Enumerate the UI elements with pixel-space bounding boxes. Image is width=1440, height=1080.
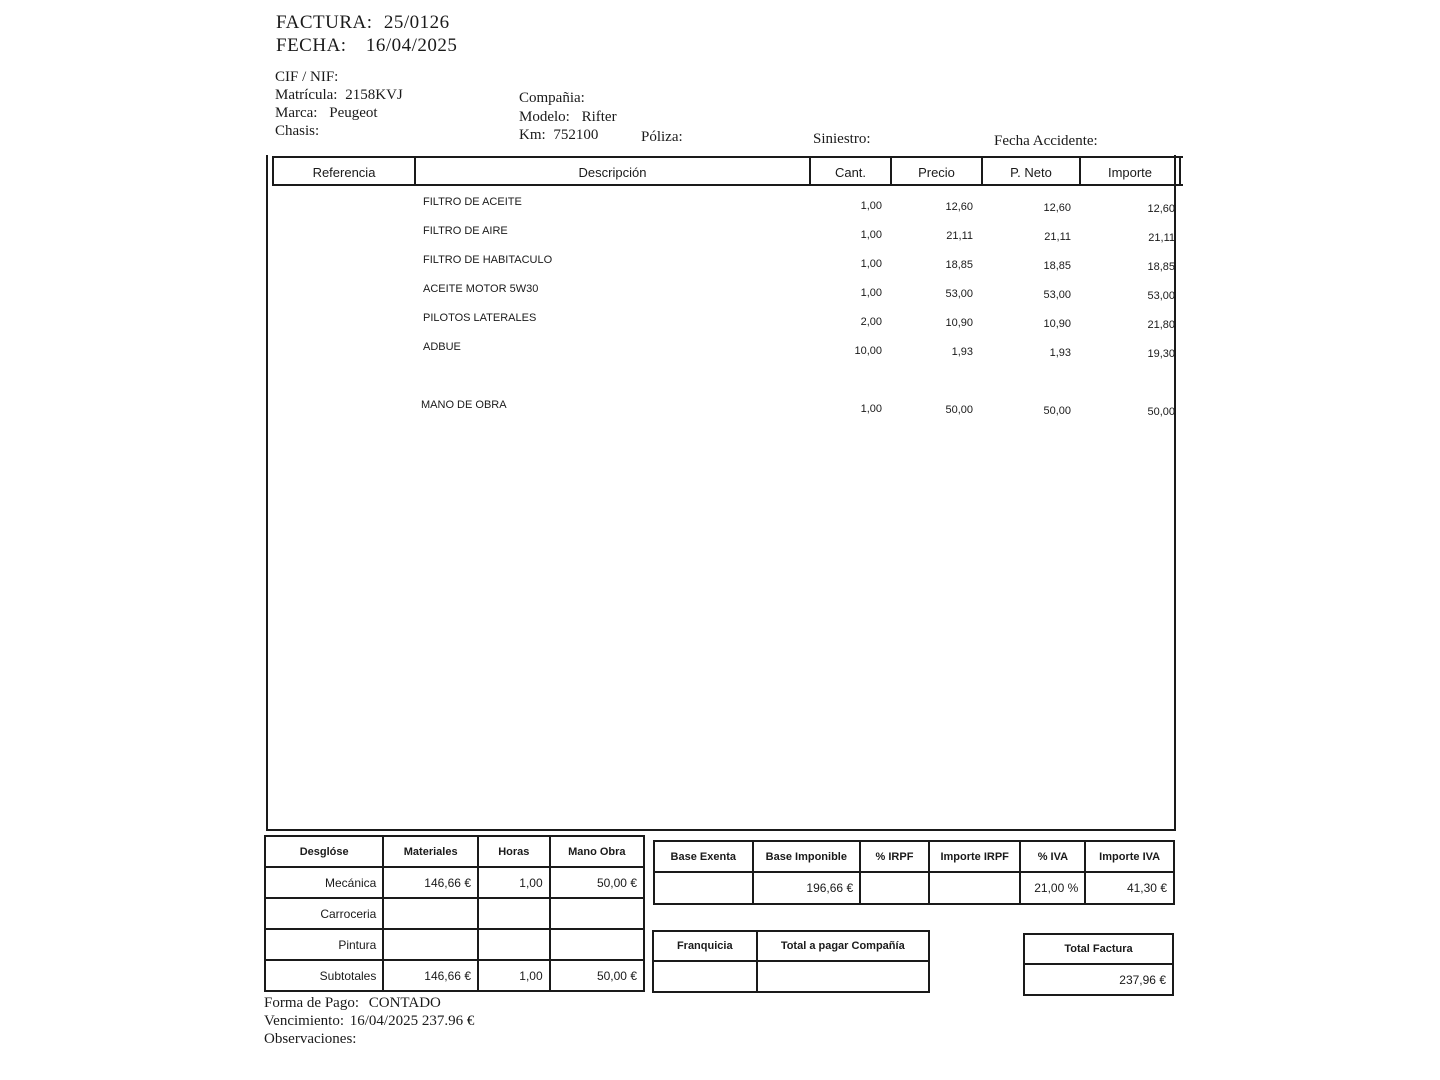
desglose-horas: [478, 898, 550, 929]
col-descripcion: Descripción: [416, 158, 811, 186]
base-imponible-header: Base Imponible: [753, 841, 861, 872]
desglose-materiales: 146,66 €: [383, 867, 478, 898]
line-description: ACEITE MOTOR 5W30: [423, 283, 539, 295]
matricula-label: Matrícula:: [275, 87, 338, 103]
invoice-lines-header: [272, 156, 1183, 186]
line-neto: 1,93: [1049, 347, 1071, 359]
line-importe: 21,11: [1148, 232, 1175, 244]
chasis-label: Chasis:: [275, 123, 320, 139]
line-precio: 1,93: [951, 346, 973, 358]
line-precio: 12,60: [945, 201, 973, 213]
desglose-horas: 1,00: [478, 960, 550, 991]
fecha-label: FECHA:: [276, 35, 347, 56]
base-exenta-header: Base Exenta: [654, 841, 753, 872]
line-description: MANO DE OBRA: [421, 399, 507, 411]
line-precio: 18,85: [945, 259, 973, 271]
cif-label: CIF / NIF:: [275, 69, 339, 85]
iva-pct-value: 21,00 %: [1020, 872, 1085, 904]
compania-label: Compañia:: [519, 90, 585, 106]
desglose-header: Desglóse: [265, 836, 383, 867]
total-compania-value: [757, 961, 930, 992]
line-description: FILTRO DE AIRE: [423, 225, 508, 237]
line-neto: 53,00: [1043, 289, 1071, 301]
desglose-materiales: [383, 898, 478, 929]
poliza-label: Póliza:: [641, 129, 683, 145]
forma-pago-line: [264, 995, 441, 1012]
forma-pago-label: Forma de Pago:: [264, 995, 359, 1011]
col-importe: Importe: [1081, 158, 1181, 186]
line-description: FILTRO DE ACEITE: [423, 196, 522, 208]
km-value: 752100: [553, 127, 599, 143]
line-neto: 18,85: [1043, 260, 1071, 272]
matricula-line: [275, 87, 403, 104]
modelo-label: Modelo:: [519, 109, 570, 125]
marca-label: Marca:: [275, 105, 318, 121]
forma-pago-value: CONTADO: [368, 995, 441, 1011]
irpf-amount-header: Importe IRPF: [929, 841, 1021, 872]
franquicia-value: [653, 961, 757, 992]
siniestro-label: Siniestro:: [813, 131, 871, 147]
line-cant: 1,00: [860, 287, 882, 299]
desglose-row: [265, 898, 644, 929]
desglose-row-label: Subtotales: [265, 960, 383, 991]
total-factura-value: 237,96 €: [1024, 964, 1173, 995]
line-importe: 12,60: [1147, 203, 1175, 215]
observaciones-label: Observaciones:: [264, 1031, 357, 1047]
iva-amount-header: Importe IVA: [1085, 841, 1174, 872]
line-cant: 1,00: [860, 258, 882, 270]
materiales-header: Materiales: [383, 836, 478, 867]
line-importe: 21,80: [1147, 319, 1175, 331]
franquicia-table: [652, 930, 930, 993]
total-factura-header: Total Factura: [1024, 934, 1173, 964]
desglose-row-label: Carroceria: [265, 898, 383, 929]
col-neto: P. Neto: [983, 158, 1081, 186]
irpf-pct-value: [860, 872, 929, 904]
col-cant: Cant.: [811, 158, 892, 186]
line-importe: 18,85: [1147, 261, 1175, 273]
irpf-pct-header: % IRPF: [860, 841, 929, 872]
factura-label: FACTURA:: [276, 12, 373, 33]
marca-value: Peugeot: [329, 105, 378, 121]
desglose-mano: [550, 929, 644, 960]
line-neto: 12,60: [1043, 202, 1071, 214]
mano-obra-header: Mano Obra: [550, 836, 644, 867]
line-cant: 2,00: [860, 316, 882, 328]
desglose-table: [264, 835, 645, 992]
vencimiento-line: [264, 1013, 474, 1030]
base-imponible-value: 196,66 €: [753, 872, 861, 904]
fecha-value: 16/04/2025: [365, 35, 458, 56]
tax-table: [653, 840, 1175, 905]
modelo-line: [519, 109, 617, 126]
desglose-row-label: Mecánica: [265, 867, 383, 898]
line-description: FILTRO DE HABITACULO: [423, 254, 553, 266]
base-exenta-value: [654, 872, 753, 904]
marca-line: [275, 105, 378, 122]
km-line: [519, 127, 598, 144]
line-neto: 50,00: [1043, 405, 1071, 417]
desglose-materiales: 146,66 €: [383, 960, 478, 991]
invoice-number-line: [276, 12, 450, 34]
line-importe: 19,30: [1147, 348, 1175, 360]
col-referencia: Referencia: [272, 158, 416, 186]
vencimiento-value: 16/04/2025 237.96 €: [349, 1013, 475, 1029]
irpf-amount-value: [929, 872, 1021, 904]
line-neto: 10,90: [1043, 318, 1071, 330]
invoice-date-line: [276, 35, 457, 57]
desglose-mano: 50,00 €: [550, 960, 644, 991]
total-compania-header: Total a pagar Compañía: [757, 931, 930, 961]
line-importe: 50,00: [1147, 406, 1175, 418]
desglose-row: [265, 960, 644, 991]
iva-pct-header: % IVA: [1020, 841, 1085, 872]
desglose-row: [265, 867, 644, 898]
horas-header: Horas: [478, 836, 550, 867]
line-precio: 53,00: [945, 288, 973, 300]
desglose-horas: 1,00: [478, 867, 550, 898]
desglose-horas: [478, 929, 550, 960]
line-description: PILOTOS LATERALES: [423, 312, 537, 324]
line-cant: 1,00: [860, 403, 882, 415]
franquicia-header: Franquicia: [653, 931, 757, 961]
desglose-row-label: Pintura: [265, 929, 383, 960]
fecha-accidente-label: Fecha Accidente:: [994, 133, 1098, 149]
vencimiento-label: Vencimiento:: [264, 1013, 344, 1029]
line-cant: 1,00: [860, 200, 882, 212]
iva-amount-value: 41,30 €: [1085, 872, 1174, 904]
total-factura-table: [1023, 933, 1174, 996]
invoice-lines-table: [266, 155, 1176, 831]
line-neto: 21,11: [1044, 231, 1071, 243]
km-label: Km:: [519, 127, 546, 143]
line-importe: 53,00: [1147, 290, 1175, 302]
desglose-materiales: [383, 929, 478, 960]
desglose-mano: [550, 898, 644, 929]
matricula-value: 2158KVJ: [345, 87, 403, 103]
line-description: ADBUE: [423, 341, 461, 353]
line-precio: 10,90: [945, 317, 973, 329]
modelo-value: Rifter: [581, 109, 617, 125]
line-cant: 1,00: [860, 229, 882, 241]
line-cant: 10,00: [854, 345, 882, 357]
line-precio: 21,11: [946, 230, 973, 242]
factura-value: 25/0126: [383, 12, 450, 33]
col-precio: Precio: [892, 158, 983, 186]
desglose-row: [265, 929, 644, 960]
desglose-mano: 50,00 €: [550, 867, 644, 898]
line-precio: 50,00: [945, 404, 973, 416]
